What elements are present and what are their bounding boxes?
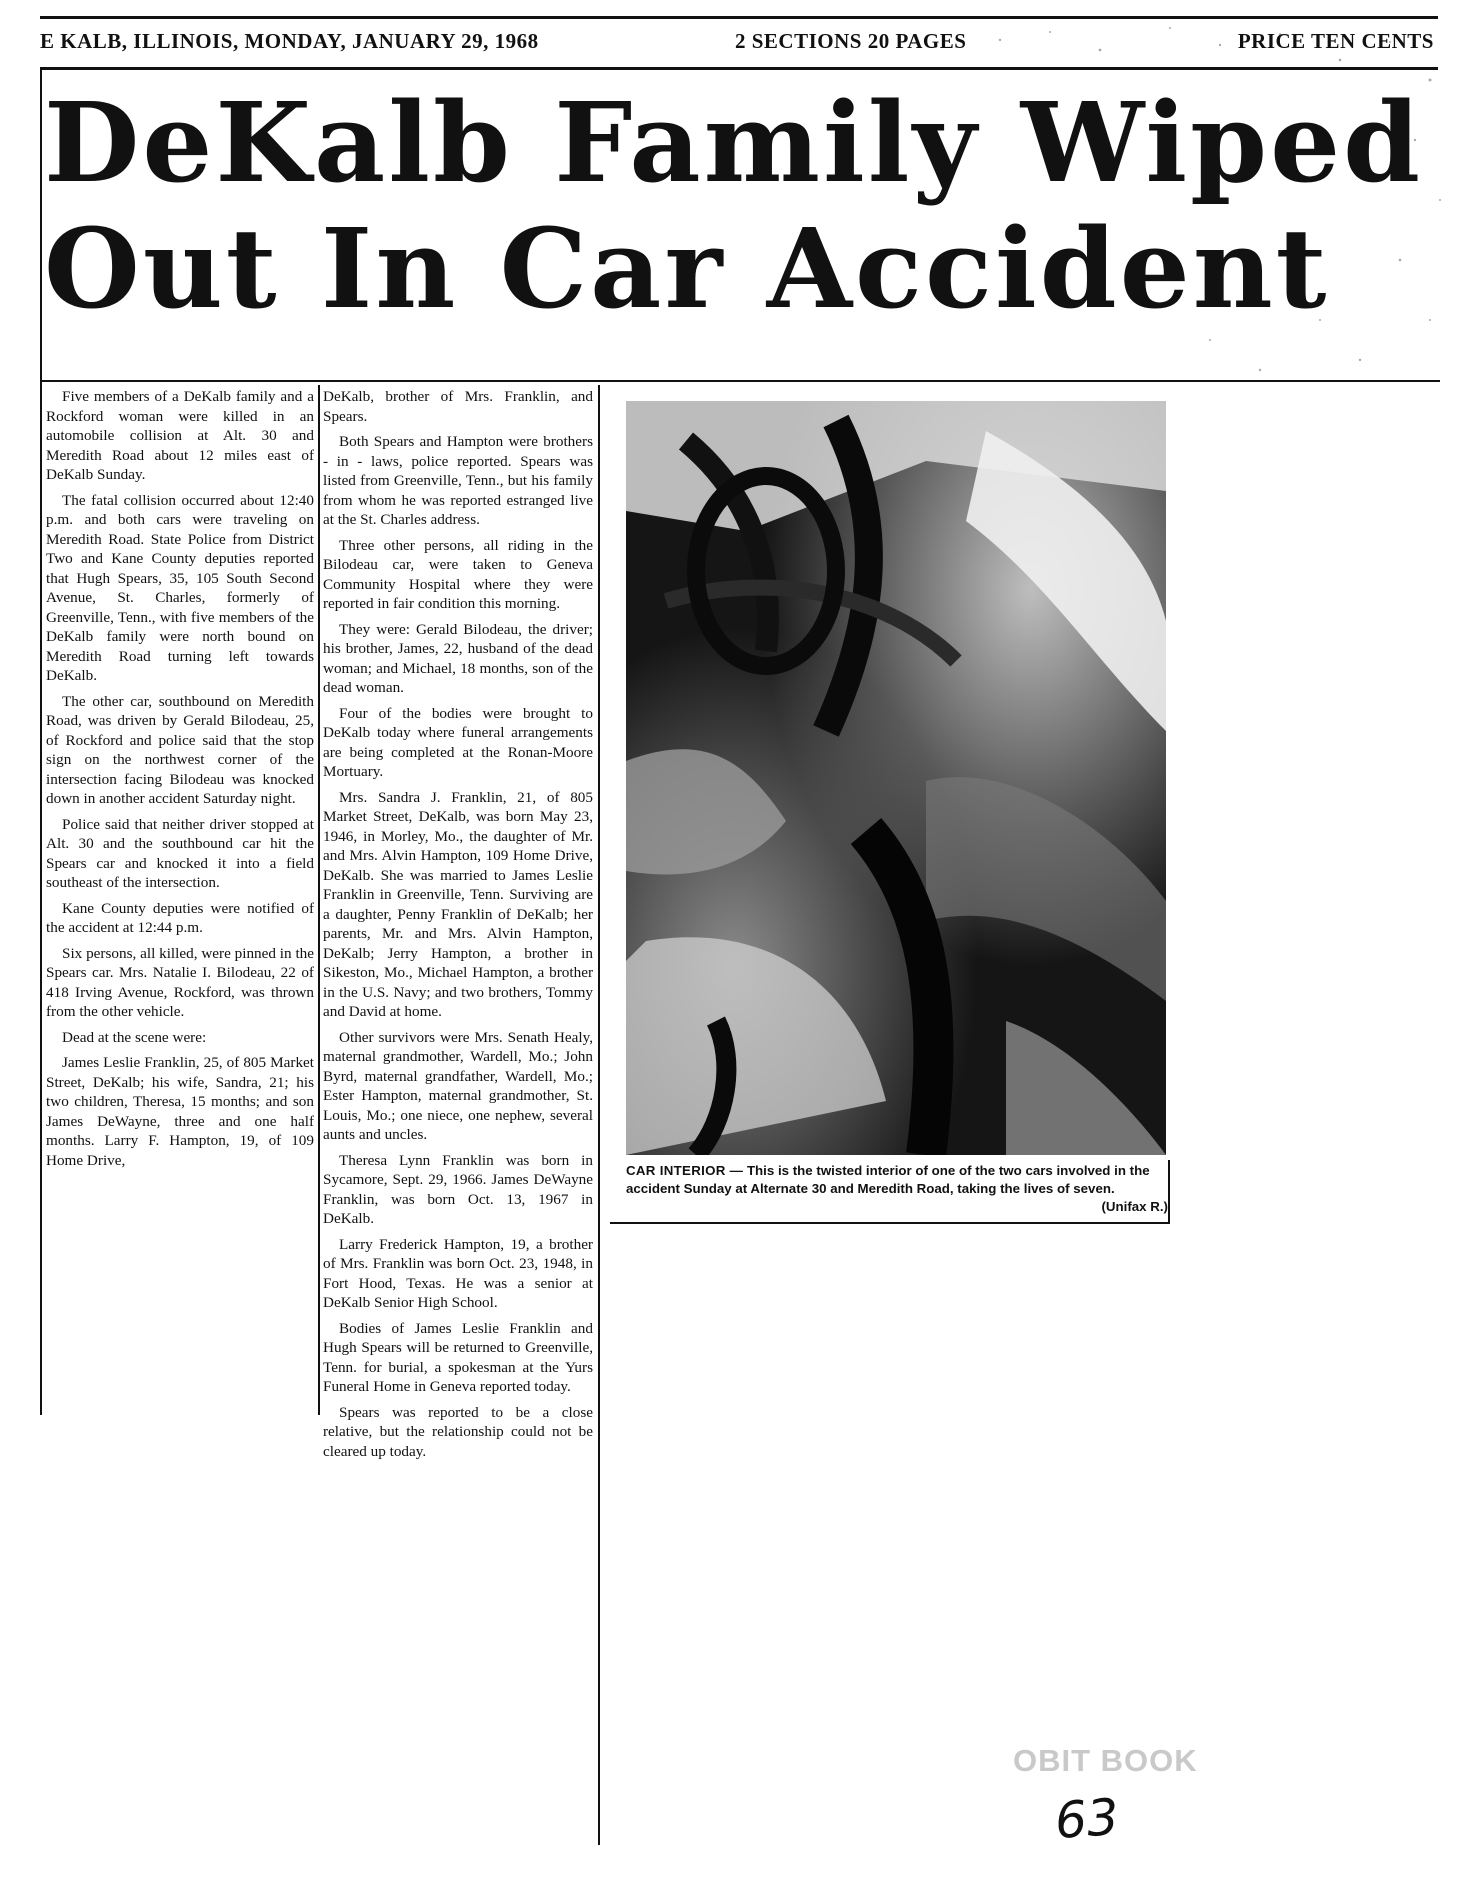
paragraph: Bodies of James Leslie Franklin and Hugh Spears will be returned to Greenville, Tenn. for burial, a spokesman at the Yurs Funeral Home in Geneva reported today. <box>323 1319 593 1395</box>
column-rule-left <box>40 70 42 1415</box>
paragraph: Police said that neither driver stopped at Alt. 30 and the southbound car hit the Spears car and knocked it into a field southeast of the intersection. <box>46 815 314 891</box>
paragraph: DeKalb, brother of Mrs. Franklin, and Spears. <box>323 388 593 425</box>
paragraph: The other car, southbound on Meredith Road, was driven by Gerald Bilodeau, 25, of Rockford and police said that the stop sign on the northwest corner of the intersection facing Bilodeau was knocked down in another accident Saturday night. <box>46 692 314 807</box>
headline-line-1: DeKalb Family Wiped <box>44 78 1423 207</box>
paragraph: Theresa Lynn Franklin was born in Sycamore, Sept. 29, 1966. James DeWayne Franklin, was born Oct. 13, 1967 in DeKalb. <box>323 1151 593 1227</box>
article-column-1 <box>46 387 314 1417</box>
paragraph: Dead at the scene were: <box>62 1028 207 1046</box>
masthead <box>40 16 1438 70</box>
sections-count: 2 SECTIONS 20 PAGES <box>735 29 967 53</box>
headline-line-2: Out In Car Accident <box>44 204 1330 333</box>
article-column-2 <box>323 387 593 1847</box>
paragraph: James Leslie Franklin, 25, of 805 Market Street, DeKalb; his wife, Sandra, 21; his two children, Theresa, 15 months; and son James DeWayne, three and one half months. Larry F. Hampton, 19, of 109 Home Drive, <box>46 1054 314 1169</box>
caption-label: CAR INTERIOR — <box>626 1163 744 1178</box>
paragraph: Six persons, all killed, were pinned in the Spears car. Mrs. Natalie I. Bilodeau, 22 of 418 Irving Avenue, Rockford, was thrown from the other vehicle. <box>46 944 314 1020</box>
paragraph: Three other persons, all riding in the Bilodeau car, were taken to Geneva Community Hospital where they were reported in fair condition this morning. <box>323 536 593 612</box>
dateline: E KALB, ILLINOIS, MONDAY, JANUARY 29, 1968 <box>40 29 539 53</box>
paragraph: Kane County deputies were notified of the accident at 12:44 p.m. <box>46 899 314 936</box>
obit-book-stamp: OBIT BOOK <box>1013 1743 1198 1778</box>
paragraph: The fatal collision occurred about 12:40 p.m. and both cars were traveling on Meredith Road. State Police from District Two and Kane County deputies reported that Hugh Spears, 35, 105 South Second Avenue, St. Charles, formerly of Greenville, Tenn., with five members of the DeKalb family were north bound on Meredith Road turning left towards DeKalb. <box>46 491 314 684</box>
price: PRICE TEN CENTS <box>1237 29 1434 53</box>
paragraph: Spears was reported to be a close relative, but the relationship could not be cleared up today. <box>323 1403 593 1460</box>
paragraph: Mrs. Sandra J. Franklin, 21, of 805 Market Street, DeKalb, was born May 23, 1946, in Morley, Mo., the daughter of Mr. and Mrs. Alvin Hampton, 109 Home Drive, DeKalb. She was married to James Leslie Franklin in Greenville, Tenn. Surviving are a daughter, Penny Franklin of DeKalb; her parents, Mr. and Mrs. Alvin Hampton, DeKalb; Jerry Hampton, a brother in Sikeston, Mo., Michael Hampton, a brother in the U.S. Navy; and two brothers, Tommy and David at home. <box>323 788 593 1020</box>
headline-rule <box>40 380 1440 382</box>
paragraph: Five members of a DeKalb family and a Rockford woman were killed in an automobile collision at Alt. 30 and Meredith Road about 12 miles east of DeKalb Sunday. <box>46 388 314 483</box>
column-rule-1 <box>318 385 320 1415</box>
column-rule-2 <box>598 385 600 1845</box>
photo-caption <box>626 1162 1168 1216</box>
paragraph: They were: Gerald Bilodeau, the driver; his brother, James, 22, husband of the dead woman; and Michael, 18 months, son of the dead woman. <box>323 620 593 696</box>
paragraph: Both Spears and Hampton were brothers - in - laws, police reported. Spears was listed from Greenville, Tenn., but his family from whom he was reported estranged live at the St. Charles address. <box>323 433 593 528</box>
headline <box>44 80 1444 332</box>
handwritten-page-number: 63 <box>1053 1787 1121 1851</box>
caption-rule <box>610 1222 1170 1224</box>
photo-image <box>626 401 1166 1155</box>
caption-rule-right <box>1168 1160 1170 1224</box>
paragraph: Other survivors were Mrs. Senath Healy, maternal grandmother, Wardell, Mo.; John Byrd, maternal grandfather, Wardell, Mo.; Ester Hampton, maternal grandmother, St. Louis, Mo.; one niece, one nephew, several aunts and uncles. <box>323 1028 593 1143</box>
photo-credit: (Unifax R.) <box>1101 1199 1168 1214</box>
caption-text: This is the twisted interior of one of the two cars involved in the accident Sunday at Alternate 30 and Meredith Road, taking the lives of seven. <box>626 1163 1150 1196</box>
paragraph: Four of the bodies were brought to DeKalb today where funeral arrangements are being completed at the Ronan-Moore Mortuary. <box>323 704 593 780</box>
car-interior-photo <box>626 401 1166 1155</box>
paragraph: Larry Frederick Hampton, 19, a brother of Mrs. Franklin was born Oct. 23, 1948, in Fort Hood, Texas. He was a senior at DeKalb Senior High School. <box>323 1235 593 1311</box>
